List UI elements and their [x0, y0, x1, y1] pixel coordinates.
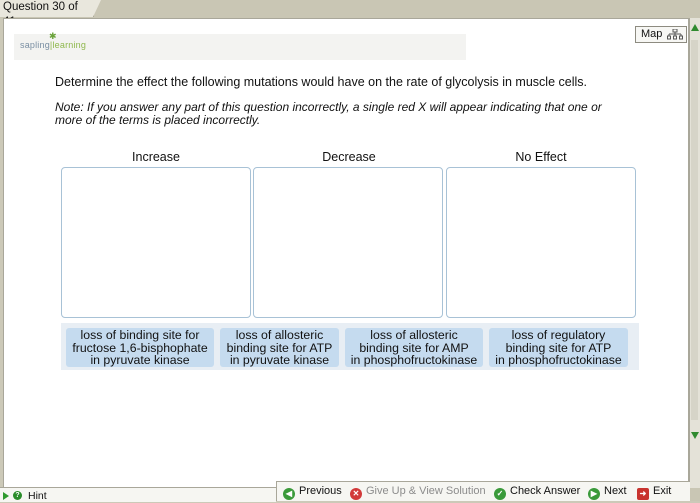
check-answer-label: Check Answer	[510, 485, 581, 497]
give-up-x-icon: ✕	[350, 488, 362, 500]
drop-zone-decrease[interactable]	[253, 167, 443, 318]
previous-label: Previous	[299, 485, 342, 497]
chip-line: loss of allosteric	[235, 328, 324, 342]
exit-door-icon: ➜	[637, 488, 649, 500]
chip-line: loss of regulatory	[511, 328, 606, 342]
top-tab-bar	[0, 0, 700, 18]
exit-label: Exit	[653, 485, 672, 497]
logo-text-learning: learning	[52, 40, 87, 50]
next-label: Next	[604, 485, 627, 497]
hint-button[interactable]	[0, 487, 276, 502]
draggable-term-chip[interactable]	[220, 328, 339, 367]
logo-text-sapling: sapling	[20, 40, 50, 50]
column-header-decrease: Decrease	[322, 150, 376, 164]
drop-zone-increase[interactable]	[61, 167, 251, 318]
exit-button[interactable]	[637, 484, 671, 500]
scrollbar-thumb[interactable]	[691, 40, 698, 420]
help-icon: ?	[13, 491, 22, 500]
note-line-1: Note: If you answer any part of this question incorrectly, a single red X will appear indicating that one or	[55, 100, 602, 114]
column-header-increase: Increase	[132, 150, 180, 164]
chip-line: in pyruvate kinase	[90, 353, 190, 367]
give-up-button[interactable]	[350, 484, 486, 500]
logo-strip	[14, 31, 466, 60]
drop-zone-no-effect[interactable]	[446, 167, 636, 318]
next-arrow-icon: ▶	[588, 488, 600, 500]
chip-line: loss of allosteric	[370, 328, 458, 342]
chip-line: in phosphofructokinase	[350, 353, 478, 367]
give-up-label: Give Up & View Solution	[366, 485, 486, 497]
action-bar	[276, 481, 690, 501]
next-button[interactable]	[588, 484, 627, 500]
column-header-no-effect: No Effect	[515, 150, 567, 164]
expand-arrow-icon	[3, 492, 9, 500]
note-line-2: more of the terms is placed incorrectly.	[55, 112, 261, 127]
question-note	[55, 101, 645, 126]
draggable-term-chip[interactable]	[345, 328, 483, 367]
previous-arrow-icon: ◀	[283, 488, 295, 500]
question-prompt: Determine the effect the following mutations would have on the rate of glycolysis in muscle cells.	[55, 75, 587, 89]
check-mark-icon: ✓	[494, 488, 506, 500]
map-button-label: Map	[641, 28, 663, 40]
chip-line: in pyruvate kinase	[229, 353, 330, 367]
vertical-scrollbar[interactable]	[689, 18, 700, 488]
scroll-up-arrow-icon[interactable]	[691, 24, 699, 31]
question-panel	[3, 18, 689, 488]
map-button[interactable]	[635, 26, 687, 43]
chip-line: fructose 1,6-bisphophate	[72, 340, 208, 355]
draggable-term-chip[interactable]	[489, 328, 628, 367]
chip-line: loss of binding site for	[80, 328, 200, 342]
previous-button[interactable]	[283, 484, 342, 500]
hint-label: Hint	[28, 490, 47, 502]
scroll-down-arrow-icon[interactable]	[691, 432, 699, 439]
chip-line: in phosphofructokinase	[495, 353, 622, 367]
draggable-term-chip[interactable]	[66, 328, 214, 367]
check-answer-button[interactable]	[494, 484, 580, 500]
chip-line: binding site for AMP	[359, 340, 469, 355]
question-counter-tab: Question 30 of	[0, 0, 94, 17]
chip-line: binding site for ATP	[505, 340, 612, 355]
leaf-icon: ✱	[49, 31, 57, 41]
sitemap-icon	[667, 29, 683, 40]
sapling-learning-logo: sapling|learning ✱	[20, 31, 87, 50]
chip-line: binding site for ATP	[226, 340, 333, 355]
